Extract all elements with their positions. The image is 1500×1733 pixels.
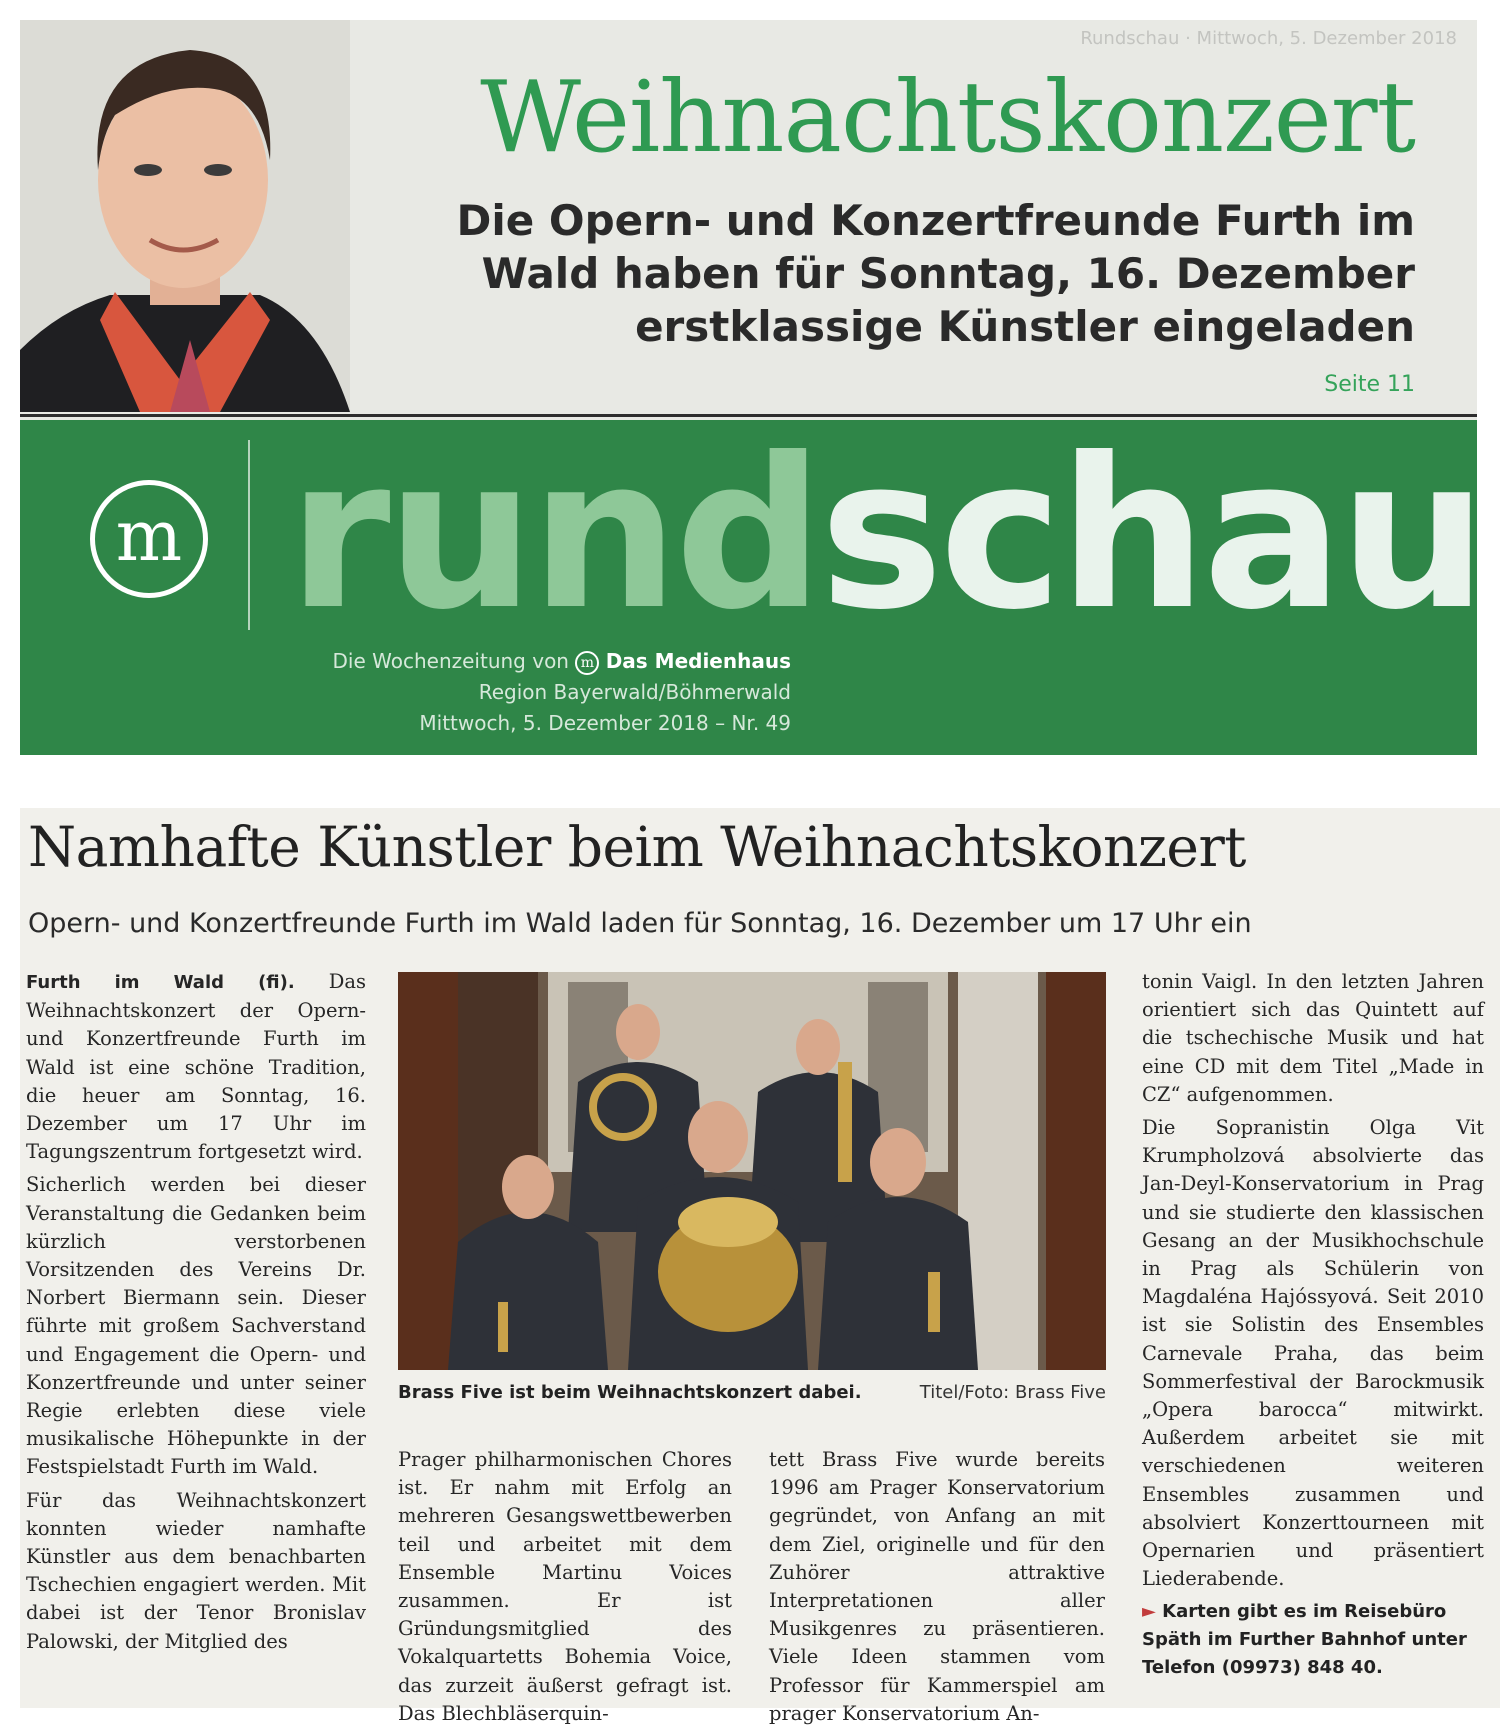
masthead — [20, 414, 1484, 755]
tagline — [333, 646, 791, 677]
front-page-clipping — [20, 20, 1484, 755]
article-column-2 — [398, 1446, 732, 1733]
brass-five-photo — [398, 972, 1106, 1370]
masthead-info — [333, 646, 791, 739]
medienhaus-logo-icon: m — [90, 480, 208, 598]
page-reference: Seite 11 — [1324, 372, 1415, 397]
title-part-rund: rund — [288, 414, 820, 656]
article-subhead: Opern- und Konzertfreunde Furth im Wald laden für Sonntag, 16. Dezember um 17 Uhr ein — [28, 908, 1252, 939]
paragraph: Prager philharmonischen Chores ist. Er nahm mit Erfolg an mehreren Gesangswettbewerben teil und arbeitet mit dem Ensemble Martinu Voices zusammen. Er ist Gründungsmitglied des Vokalquartetts Bohemia Voice, das zurzeit äußerst gefragt ist. Das Blechbläserquin- — [398, 1448, 732, 1725]
ticket-info — [1142, 1598, 1484, 1682]
paragraph: Die Sopranistin Olga Vit Krumpholzová absolvierte das Jan-Deyl-Konservatorium in Prag und sie studierte den klassischen Gesang an der Musikhochschule in Prag als Schülerin von Magdaléna Hajóssyová. Seit 2010 ist sie Solistin des Ensembles Carnevale Praha, das beim Sommerfestival der Barockmusik „Opera barocca“ mitwirkt. Außerdem arbeitet sie mit verschiedenen weiteren Ensembles zusammen und absolviert Konzerttourneen mit Opernarien und präsentiert Liederabende. — [1142, 1116, 1484, 1591]
paragraph: tonin Vaigl. In den letzten Jahren orientiert sich das Quintett auf die tschechische Musik und hat eine CD mit dem Titel „Made in CZ“ aufgenommen. — [1142, 970, 1484, 1106]
ghost-page-header: Rundschau · Mittwoch, 5. Dezember 2018 — [1080, 28, 1457, 49]
dateline: Furth im Wald (fi). — [26, 972, 295, 993]
issue-line: Mittwoch, 5. Dezember 2018 – Nr. 49 — [419, 711, 791, 735]
paragraph — [26, 968, 366, 1166]
portrait-photo — [20, 20, 350, 412]
arrow-right-icon: ► — [1142, 1601, 1156, 1623]
ticket-text: Karten gibt es im Reisebüro Späth im Further Bahnhof unter Telefon (09973) 848 40. — [1142, 1601, 1467, 1679]
tagline-prefix: Die Wochenzeitung von — [332, 649, 569, 673]
teaser-line: Wald haben für Sonntag, 16. Dezember — [481, 249, 1415, 298]
caption-text: Brass Five ist beim Weihnachtskonzert dabei. — [398, 1382, 862, 1403]
title-part-schau: schau — [819, 414, 1484, 656]
teaser-line: Die Opern- und Konzertfreunde Furth im — [456, 196, 1415, 245]
paragraph: tett Brass Five wurde bereits 1996 am Prager Konservatorium gegründet, von Anfang an mit dem Ziel, originelle und für den Zuhörer attraktive Interpretationen aller Musikgenres zu präsentieren. Viele Ideen stammen vom Professor für Kammerspiel am prager Konservatorium An- — [769, 1448, 1105, 1725]
region-line: Region Bayerwald/Böhmerwald — [478, 680, 791, 704]
medienhaus-logo-icon: m — [575, 651, 599, 675]
article-headline: Namhafte Künstler beim Weihnachtskonzert — [28, 815, 1246, 879]
photo-caption — [398, 1380, 1106, 1406]
paragraph-text: Das Weihnachtskonzert der Opern- und Konzertfreunde Furth im Wald ist eine schöne Tradition, die heuer am Sonntag, 16. Dezember um 17 Uhr im Tagungszentrum fortgesetzt wird. — [26, 970, 366, 1164]
publisher-name: Das Medienhaus — [605, 649, 791, 673]
photo-credit: Titel/Foto: Brass Five — [919, 1382, 1106, 1403]
article-column-3 — [769, 1446, 1105, 1733]
kicker-headline: Weihnachtskonzert — [480, 61, 1415, 175]
article-column-1 — [26, 968, 366, 1661]
teaser-line: erstklassige Künstler eingeladen — [635, 302, 1415, 351]
newspaper-title — [288, 410, 1483, 660]
paragraph: Für das Weihnachtskonzert konnten wieder namhafte Künstler aus dem benachbarten Tschechien engagiert werden. Mit dabei ist der Tenor Bronislav Palowski, der Mitglied des — [26, 1488, 366, 1653]
article-column-4 — [1142, 968, 1484, 1682]
teaser-text — [435, 194, 1415, 353]
masthead-divider — [248, 440, 250, 630]
article-clipping — [20, 808, 1500, 1725]
paragraph: Sicherlich werden bei dieser Veranstaltung die Gedanken beim kürzlich verstorbenen Vorsitzenden des Vereins Dr. Norbert Biermann sein. Dieser führte mit großem Sachverstand und Engagement die Opern- und Konzertfreunde und unter seiner Regie erlebten diese viele musikalische Höhepunkte in der Festspielstadt Furth im Wald. — [26, 1173, 366, 1479]
